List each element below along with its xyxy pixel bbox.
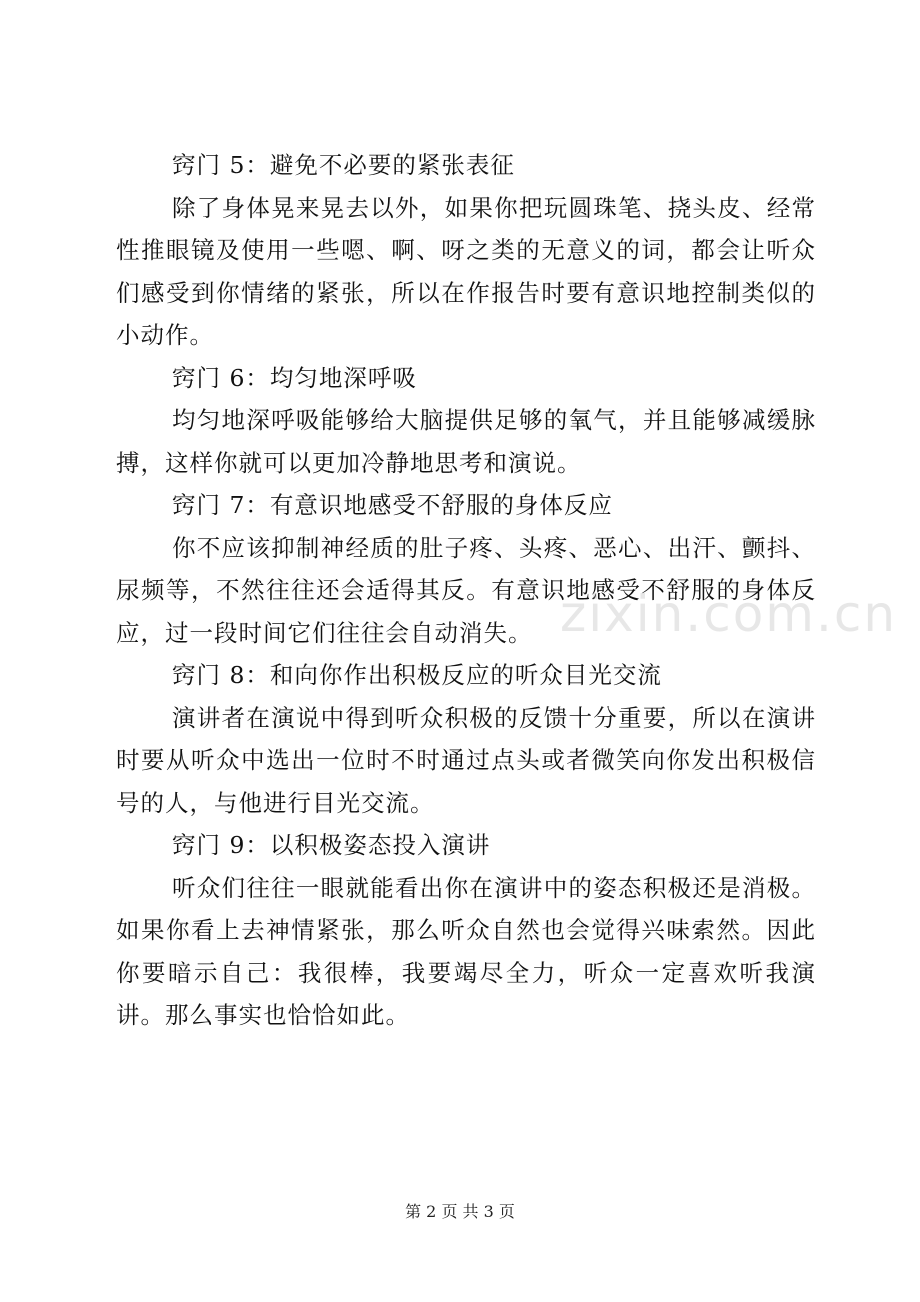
- document-body: [116, 144, 816, 1037]
- tip-7-body: 你不应该抑制神经质的肚子疼、头疼、恶心、出汗、颤抖、尿频等，不然往往还会适得其反。有意识地感受不舒服的身体反应，过一段时间它们往往会自动消失。: [116, 533, 816, 647]
- tip-9-heading: 窍门 9：以积极姿态投入演讲: [172, 831, 491, 859]
- tip-9-body: 听众们往往一眼就能看出你在演讲中的姿态积极还是消极。如果你看上去神情紧张，那么听众自然也会觉得兴味索然。因此你要暗示自己：我很棒，我要竭尽全力，听众一定喜欢听我演讲。那么事实也恰恰如此。: [116, 873, 816, 1029]
- tip-6-body: 均匀地深呼吸能够给大脑提供足够的氧气，并且能够减缓脉搏，这样你就可以更加冷静地思考和演说。: [116, 406, 816, 477]
- tip-8-body: 演讲者在演说中得到听众积极的反馈十分重要，所以在演讲时要从听众中选出一位时不时通过点头或者微笑向你发出积极信号的人，与他进行目光交流。: [116, 703, 816, 817]
- page-footer: 第 2 页 共 3 页: [405, 1202, 515, 1221]
- tip-5-body: 除了身体晃来晃去以外，如果你把玩圆珠笔、挠头皮、经常性推眼镜及使用一些嗯、啊、呀之类的无意义的词，都会让听众们感受到你情绪的紧张，所以在作报告时要有意识地控制类似的小动作。: [116, 193, 816, 349]
- tip-6-heading: 窍门 6：均匀地深呼吸: [172, 363, 417, 392]
- tip-5-heading: 窍门 5：避免不必要的紧张表征: [172, 151, 515, 179]
- watermark: zixin.com.cn: [560, 585, 898, 643]
- tip-7-heading: 窍门 7：有意识地感受不舒服的身体反应: [172, 491, 613, 519]
- tip-8-heading: 窍门 8：和向你作出积极反应的听众目光交流: [172, 661, 662, 689]
